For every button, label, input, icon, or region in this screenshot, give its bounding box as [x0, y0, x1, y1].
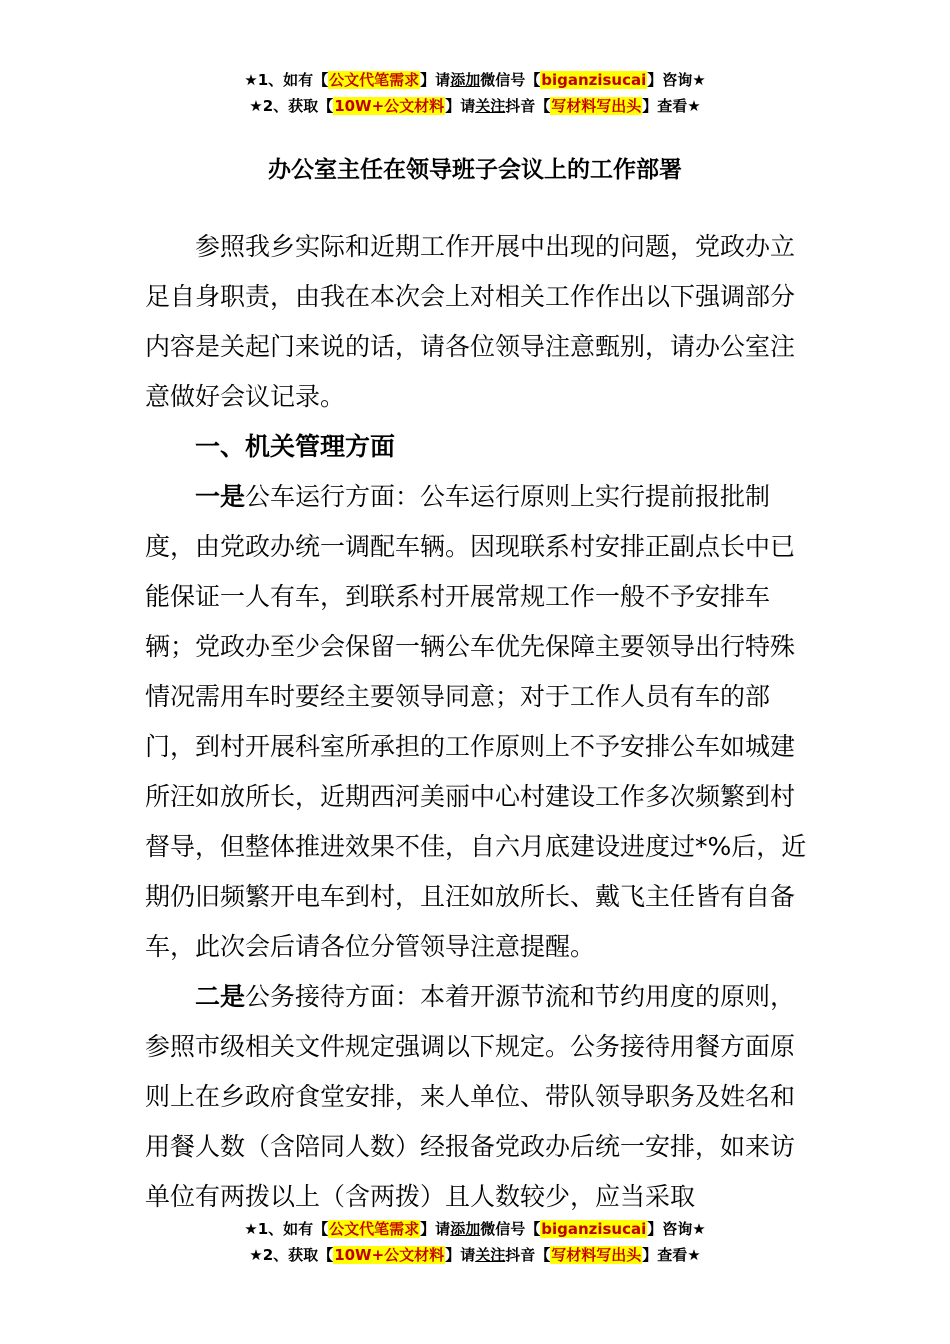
promo-underline: 添加: [450, 1220, 481, 1238]
promo-banner-bottom: [0, 1216, 950, 1268]
promo-text: 微信号【: [480, 1220, 541, 1238]
promo-text: 】查看★: [642, 97, 701, 115]
item-lead: 一是: [195, 482, 246, 511]
document-title: 办公室主任在领导班子会议上的工作部署: [268, 157, 682, 183]
promo-text: 】咨询★: [647, 71, 706, 89]
promo-line-2: [0, 1242, 950, 1268]
promo-text: ★2、获取【: [249, 97, 334, 115]
promo-text: ★2、获取【: [249, 1246, 334, 1264]
promo-banner-top: [0, 67, 950, 119]
item-lead: 二是: [195, 982, 246, 1011]
document-body: [145, 222, 810, 1222]
promo-wechat-id: biganzisucai: [541, 1220, 647, 1238]
promo-highlight: 10W+公文材料: [334, 1246, 445, 1264]
promo-text: 】请: [420, 1220, 451, 1238]
promo-line-2: [0, 93, 950, 119]
promo-text: 】请: [445, 1246, 476, 1264]
promo-text: 】请: [445, 97, 476, 115]
promo-text: 】查看★: [642, 1246, 701, 1264]
promo-douyin-id: 写材料写出头: [551, 1246, 642, 1264]
promo-douyin-id: 写材料写出头: [551, 97, 642, 115]
item-paragraph-1: [145, 472, 810, 972]
promo-text: 抖音【: [505, 1246, 551, 1264]
promo-highlight: 10W+公文材料: [334, 97, 445, 115]
item-text: 公务接待方面：本着开源节流和节约用度的原则，参照市级相关文件规定强调以下规定。公务接待用餐方面原则上在乡政府食堂安排，来人单位、带队领导职务及姓名和用餐人数（含陪同人数）经报备党政办后统一安排，如来访单位有两拨以上（含两拨）且人数较少，应当采取: [145, 982, 796, 1211]
promo-highlight: 公文代笔需求: [329, 71, 420, 89]
section-heading: 一、机关管理方面: [195, 432, 396, 461]
intro-paragraph: 参照我乡实际和近期工作开展中出现的问题，党政办立足自身职责，由我在本次会上对相关工作作出以下强调部分内容是关起门来说的话，请各位领导注意甄别，请办公室注意做好会议记录。: [145, 232, 796, 411]
promo-underline: 关注: [475, 1246, 506, 1264]
promo-wechat-id: biganzisucai: [541, 71, 647, 89]
item-paragraph-2: [145, 972, 810, 1222]
promo-text: ★1、如有【: [244, 71, 329, 89]
promo-text: ★1、如有【: [244, 1220, 329, 1238]
promo-text: 微信号【: [480, 71, 541, 89]
promo-line-1: [0, 1216, 950, 1242]
promo-text: 】咨询★: [647, 1220, 706, 1238]
promo-line-1: [0, 67, 950, 93]
promo-underline: 关注: [475, 97, 506, 115]
item-text: 公车运行方面：公车运行原则上实行提前报批制度，由党政办统一调配车辆。因现联系村安排正副点长中已能保证一人有车，到联系村开展常规工作一般不予安排车辆；党政办至少会保留一辆公车优先保障主要领导出行特殊情况需用车时要经主要领导同意；对于工作人员有车的部门，到村开展科室所承担的工作原则上不予安排公车如城建所汪如放所长，近期西河美丽中心村建设工作多次频繁到村督导，但整体推进效果不佳，自六月底建设进度过*%后，近期仍旧频繁开电车到村，且汪如放所长、戴飞主任皆有自备车，此次会后请各位分管领导注意提醒。: [145, 482, 807, 961]
promo-text: 】请: [420, 71, 451, 89]
promo-highlight: 公文代笔需求: [329, 1220, 420, 1238]
promo-underline: 添加: [450, 71, 481, 89]
promo-text: 抖音【: [505, 97, 551, 115]
